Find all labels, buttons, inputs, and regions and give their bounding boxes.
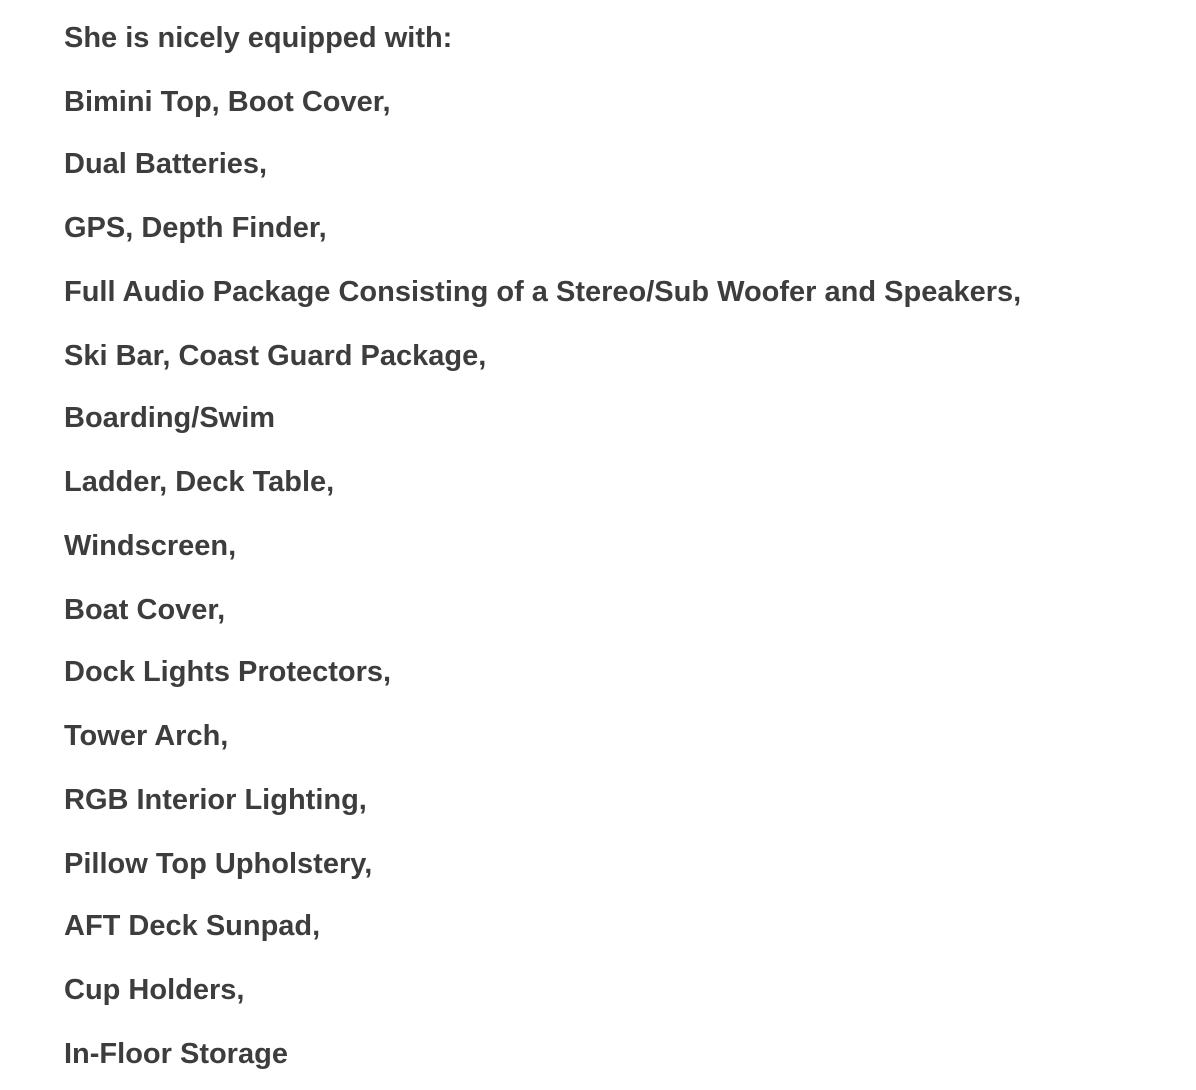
equipment-line: Ladder, Deck Table, xyxy=(64,466,335,498)
equipment-line: Tower Arch, xyxy=(64,720,229,752)
equipment-line: Windscreen, xyxy=(64,530,237,562)
equipment-line: Pillow Top Upholstery, xyxy=(64,848,373,880)
equipment-line: GPS, Depth Finder, xyxy=(64,212,327,244)
equipment-line: Bimini Top, Boot Cover, xyxy=(64,86,391,118)
equipment-line: Dock Lights Protectors, xyxy=(64,656,392,688)
equipment-line: Full Audio Package Consisting of a Stereo/Sub Woofer and Speakers, xyxy=(64,276,1022,308)
equipment-line: AFT Deck Sunpad, xyxy=(64,910,321,942)
equipment-line: Ski Bar, Coast Guard Package, xyxy=(64,340,487,372)
intro-text: She is nicely equipped with: xyxy=(64,22,453,54)
equipment-line: In-Floor Storage xyxy=(64,1038,288,1070)
equipment-line: Dual Batteries, xyxy=(64,148,268,180)
equipment-line: Cup Holders, xyxy=(64,974,245,1006)
equipment-line: RGB Interior Lighting, xyxy=(64,784,367,816)
equipment-line: Boat Cover, xyxy=(64,594,226,626)
equipment-line: Boarding/Swim xyxy=(64,402,276,434)
